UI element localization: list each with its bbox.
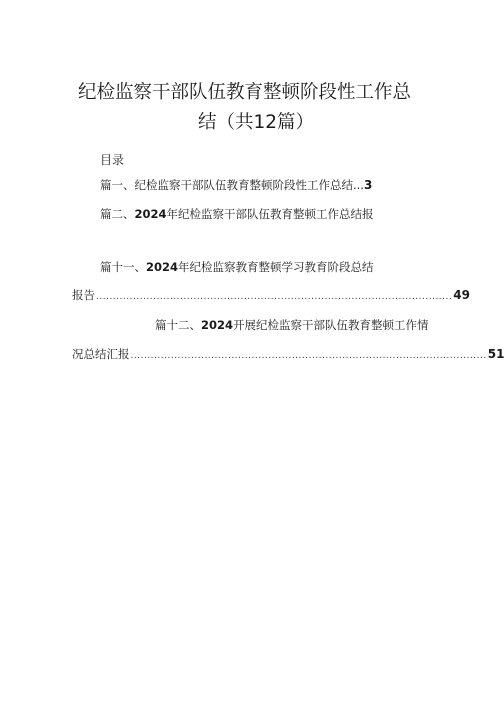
toc-item-3-continued-text: 报告 xyxy=(72,288,95,302)
document-title-line-2: 结（共12篇） xyxy=(198,112,315,133)
toc-item-3-leader: .......................................................................................................... xyxy=(96,292,453,302)
toc-item-4-year: 2024 xyxy=(201,318,234,332)
toc-item-3-prefix: 篇十一、 xyxy=(100,260,146,274)
toc-item-4-continued-text: 况总结汇报 xyxy=(72,347,130,361)
toc-item-4-prefix: 篇十二、 xyxy=(155,318,201,332)
document-title-line-1: 纪检监察干部队伍教育整顿阶段性工作总 xyxy=(78,82,412,103)
toc-item-3-text: 年纪检监察教育整顿学习教育阶段总结 xyxy=(178,260,374,274)
toc-item-4[interactable] xyxy=(155,317,429,333)
toc-item-2-text: 年纪检监察干部队伍教育整顿工作总结报 xyxy=(166,207,374,221)
toc-item-3-page: 49 xyxy=(453,288,470,302)
toc-item-1-text: 篇一、纪检监察干部队伍教育整顿阶段性工作总结... xyxy=(100,178,364,192)
toc-item-2-year: 2024 xyxy=(134,207,167,221)
toc-item-3-continued[interactable] xyxy=(72,287,470,303)
toc-item-2[interactable] xyxy=(100,206,374,222)
toc-item-4-leader: .......................................................................................................... xyxy=(130,351,487,361)
toc-heading: 目录 xyxy=(100,153,125,167)
toc-item-3-year: 2024 xyxy=(146,260,179,274)
toc-item-1[interactable] xyxy=(100,177,372,193)
toc-item-2-prefix: 篇二、 xyxy=(100,207,135,221)
toc-item-4-text: 开展纪检监察干部队伍教育整顿工作情 xyxy=(233,318,429,332)
toc-item-3[interactable] xyxy=(100,259,374,275)
toc-item-4-page: 51 xyxy=(487,347,504,361)
toc-item-1-page: 3 xyxy=(363,178,373,192)
toc-item-4-continued[interactable] xyxy=(72,346,504,362)
